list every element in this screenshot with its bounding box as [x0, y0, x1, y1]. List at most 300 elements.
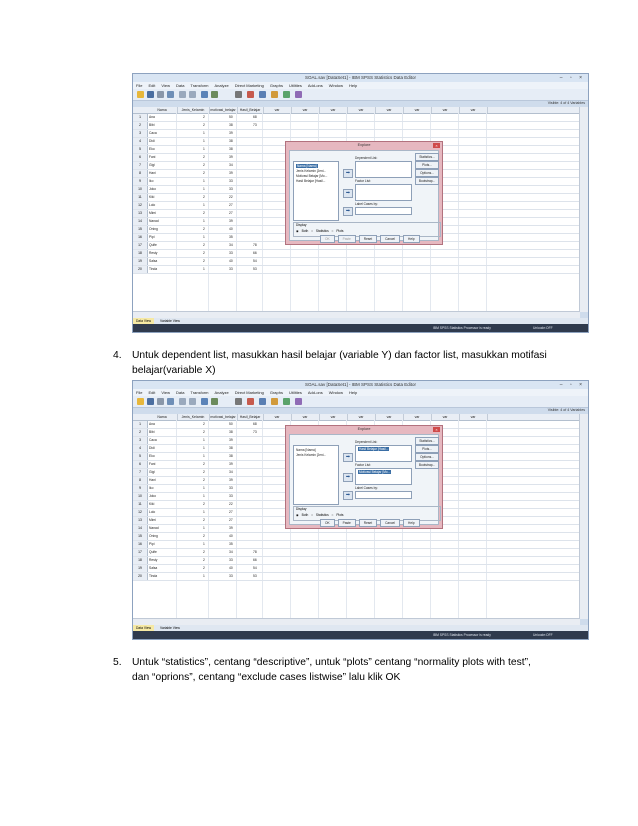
cell-hasil[interactable]: 53 — [253, 574, 257, 578]
cell-jenis-kelamin[interactable]: 2 — [203, 550, 205, 554]
column-header[interactable]: motivasi_belajar — [209, 107, 238, 113]
close-icon[interactable]: × — [433, 143, 440, 148]
cell-nama[interactable]: Resty — [149, 251, 158, 255]
cell-jenis-kelamin[interactable]: 1 — [203, 187, 205, 191]
cell-jenis-kelamin[interactable]: 1 — [203, 203, 205, 207]
cell-nama[interactable]: Tinda — [149, 574, 158, 578]
column-header[interactable]: var — [375, 107, 404, 113]
print-icon[interactable] — [157, 398, 164, 405]
list-item[interactable]: Motivasi Belajar [Mo... — [359, 470, 391, 474]
cell-nama[interactable]: Mimi — [149, 518, 156, 522]
cell-jenis-kelamin[interactable]: 1 — [203, 267, 205, 271]
menu-item[interactable]: File — [136, 83, 143, 88]
cell-motivasi[interactable]: 22 — [229, 502, 233, 506]
ok-button[interactable]: OK — [320, 235, 335, 243]
column-header[interactable]: var — [459, 414, 488, 420]
variables-icon[interactable] — [211, 91, 218, 98]
source-variable-list[interactable] — [293, 445, 339, 505]
column-header[interactable]: var — [319, 107, 348, 113]
undo-icon[interactable] — [179, 398, 186, 405]
cell-jenis-kelamin[interactable]: 2 — [203, 171, 205, 175]
cell-jenis-kelamin[interactable]: 1 — [203, 147, 205, 151]
menu-item[interactable]: Add-ons — [307, 83, 323, 88]
cell-jenis-kelamin[interactable]: 2 — [203, 502, 205, 506]
value-labels-icon[interactable] — [271, 91, 278, 98]
plots-button[interactable]: Plots... — [415, 445, 439, 453]
bootstrap-button[interactable]: Bootstrap... — [415, 177, 439, 185]
cell-hasil[interactable] — [253, 146, 263, 153]
find-icon[interactable] — [235, 398, 242, 405]
menu-item[interactable]: Window — [328, 390, 344, 395]
spell-icon[interactable] — [295, 398, 302, 405]
column-header[interactable]: var — [347, 414, 376, 420]
cell-motivasi[interactable]: 35 — [229, 542, 233, 546]
find-icon[interactable] — [235, 91, 242, 98]
tab-data-view[interactable]: Data View — [133, 625, 154, 631]
cell-hasil[interactable] — [253, 234, 263, 241]
column-header[interactable]: Nama — [147, 414, 178, 420]
table-row[interactable] — [133, 258, 580, 266]
cell-hasil[interactable]: 66 — [253, 251, 257, 255]
cell-nama[interactable]: Ana — [149, 422, 155, 426]
cell-hasil[interactable] — [253, 226, 263, 233]
table-row[interactable] — [133, 557, 580, 565]
menu-item[interactable]: Direct Marketing — [234, 83, 264, 88]
move-to-label-button[interactable]: ➡ — [343, 491, 353, 500]
cell-motivasi[interactable]: 39 — [229, 478, 233, 482]
cell-nama[interactable]: Caca — [149, 131, 157, 135]
cell-hasil[interactable]: 54 — [253, 566, 257, 570]
cell-hasil[interactable] — [253, 130, 263, 137]
cell-motivasi[interactable]: 33 — [229, 267, 233, 271]
cell-hasil[interactable] — [253, 154, 263, 161]
cell-nama[interactable]: Didi — [149, 446, 155, 450]
cell-jenis-kelamin[interactable]: 2 — [203, 195, 205, 199]
cell-hasil[interactable] — [253, 186, 263, 193]
cell-motivasi[interactable]: 38 — [229, 147, 233, 151]
cell-motivasi[interactable]: 38 — [229, 446, 233, 450]
cell-nama[interactable]: Salsa — [149, 259, 158, 263]
table-row[interactable] — [133, 122, 580, 130]
cell-hasil[interactable] — [253, 194, 263, 201]
menu-item[interactable]: Window — [328, 83, 344, 88]
cell-motivasi[interactable]: 27 — [229, 518, 233, 522]
cell-motivasi[interactable]: 40 — [229, 534, 233, 538]
ok-button[interactable]: OK — [320, 519, 335, 527]
cell-motivasi[interactable]: 34 — [229, 470, 233, 474]
reset-button[interactable]: Reset — [359, 235, 377, 243]
column-header[interactable]: Jenis_Kelamin — [177, 107, 210, 113]
cell-motivasi[interactable]: 39 — [229, 438, 233, 442]
cell-nama[interactable]: Iko — [149, 179, 154, 183]
cell-motivasi[interactable]: 33 — [229, 486, 233, 490]
menu-item[interactable]: Direct Marketing — [234, 390, 264, 395]
column-header[interactable]: var — [459, 107, 488, 113]
use-sets-icon[interactable] — [283, 91, 290, 98]
tab-data-view[interactable]: Data View — [133, 318, 154, 324]
cell-nama[interactable]: Caca — [149, 438, 157, 442]
cell-motivasi[interactable]: 34 — [229, 163, 233, 167]
move-to-factor-button[interactable]: ➡ — [343, 189, 353, 198]
insert-cases-icon[interactable] — [247, 398, 254, 405]
insert-cases-icon[interactable] — [247, 91, 254, 98]
redo-icon[interactable] — [189, 398, 196, 405]
reset-button[interactable]: Reset — [359, 519, 377, 527]
factor-list-box[interactable] — [355, 184, 412, 201]
column-header[interactable]: Hasil_Belajar — [237, 107, 264, 113]
cell-motivasi[interactable]: 27 — [229, 510, 233, 514]
cell-jenis-kelamin[interactable]: 1 — [203, 446, 205, 450]
source-variable-list[interactable] — [293, 161, 339, 221]
column-header[interactable]: var — [291, 107, 320, 113]
cell-nama[interactable]: Oning — [149, 534, 158, 538]
column-header[interactable]: Jenis_Kelamin — [177, 414, 210, 420]
redo-icon[interactable] — [189, 91, 196, 98]
cell-hasil[interactable] — [253, 453, 263, 460]
cell-motivasi[interactable]: 22 — [229, 195, 233, 199]
column-header[interactable]: var — [431, 414, 460, 420]
cell-hasil[interactable] — [253, 541, 263, 548]
close-icon[interactable]: × — [433, 427, 440, 432]
cell-hasil[interactable]: 73 — [253, 430, 257, 434]
value-labels-icon[interactable] — [271, 398, 278, 405]
cell-hasil[interactable]: 73 — [253, 123, 257, 127]
spell-icon[interactable] — [295, 91, 302, 98]
cell-jenis-kelamin[interactable]: 2 — [203, 518, 205, 522]
vertical-scrollbar[interactable] — [579, 414, 588, 619]
move-to-factor-button[interactable]: ➡ — [343, 473, 353, 482]
cell-nama[interactable]: Fani — [149, 462, 156, 466]
cell-hasil[interactable] — [253, 461, 263, 468]
cell-hasil[interactable] — [253, 445, 263, 452]
cell-hasil[interactable] — [253, 178, 263, 185]
list-item[interactable]: Motivasi Belajar [Mo... — [296, 174, 328, 178]
cell-nama[interactable]: Resty — [149, 558, 158, 562]
cell-hasil[interactable]: 53 — [253, 267, 257, 271]
cell-hasil[interactable] — [253, 517, 263, 524]
column-header[interactable]: var — [375, 414, 404, 420]
cell-nama[interactable]: Kiki — [149, 195, 155, 199]
cell-hasil[interactable] — [253, 170, 263, 177]
menu-item[interactable]: View — [161, 390, 170, 395]
cell-jenis-kelamin[interactable]: 2 — [203, 430, 205, 434]
factor-list-box[interactable] — [355, 468, 412, 485]
display-options[interactable]: ◉ Both ○ Statistics ○ Plots — [296, 513, 344, 517]
undo-icon[interactable] — [179, 91, 186, 98]
cell-nama[interactable]: Oning — [149, 227, 158, 231]
options-button[interactable]: Options... — [415, 453, 439, 461]
cell-jenis-kelamin[interactable]: 2 — [203, 558, 205, 562]
cell-motivasi[interactable]: 39 — [229, 526, 233, 530]
column-header[interactable]: var — [263, 414, 292, 420]
column-header[interactable]: var — [403, 107, 432, 113]
column-header[interactable]: motivasi_belajar — [209, 414, 238, 420]
cell-motivasi[interactable]: 33 — [229, 187, 233, 191]
cell-jenis-kelamin[interactable]: 1 — [203, 438, 205, 442]
cell-motivasi[interactable]: 40 — [229, 227, 233, 231]
statistics-button[interactable]: Statistics... — [415, 153, 439, 161]
column-header[interactable]: var — [319, 414, 348, 420]
cell-nama[interactable]: Nanad — [149, 219, 159, 223]
column-header[interactable]: var — [263, 107, 292, 113]
tab-variable-view[interactable]: Variable View — [160, 319, 180, 323]
column-header[interactable]: var — [347, 107, 376, 113]
cell-motivasi[interactable]: 39 — [229, 171, 233, 175]
cell-jenis-kelamin[interactable]: 1 — [203, 235, 205, 239]
use-sets-icon[interactable] — [283, 398, 290, 405]
table-row[interactable] — [133, 114, 580, 122]
cell-nama[interactable]: Bibi — [149, 430, 155, 434]
table-row[interactable] — [133, 130, 580, 138]
cell-motivasi[interactable]: 50 — [229, 115, 233, 119]
cell-motivasi[interactable]: 35 — [229, 235, 233, 239]
cell-motivasi[interactable]: 38 — [229, 430, 233, 434]
cell-hasil[interactable]: 78 — [253, 243, 257, 247]
table-row[interactable] — [133, 565, 580, 573]
tab-variable-view[interactable]: Variable View — [160, 626, 180, 630]
print-icon[interactable] — [157, 91, 164, 98]
cell-jenis-kelamin[interactable]: 2 — [203, 251, 205, 255]
column-header[interactable]: var — [431, 107, 460, 113]
menu-item[interactable]: View — [161, 83, 170, 88]
goto-case-icon[interactable] — [201, 398, 208, 405]
cell-motivasi[interactable]: 38 — [229, 139, 233, 143]
cell-nama[interactable]: Hani — [149, 478, 156, 482]
cell-jenis-kelamin[interactable]: 2 — [203, 155, 205, 159]
table-row[interactable] — [133, 250, 580, 258]
list-item[interactable]: Hasil Belajar [Hasil... — [296, 179, 326, 183]
cell-nama[interactable]: Salsa — [149, 566, 158, 570]
open-icon[interactable] — [137, 398, 144, 405]
cell-nama[interactable]: Lolo — [149, 510, 156, 514]
table-row[interactable] — [133, 533, 580, 541]
cell-hasil[interactable] — [253, 218, 263, 225]
menu-item[interactable]: File — [136, 390, 143, 395]
horizontal-scrollbar[interactable] — [133, 311, 580, 318]
cell-jenis-kelamin[interactable]: 1 — [203, 542, 205, 546]
cell-motivasi[interactable]: 34 — [229, 243, 233, 247]
cell-motivasi[interactable]: 40 — [229, 259, 233, 263]
cell-hasil[interactable]: 66 — [253, 558, 257, 562]
cell-jenis-kelamin[interactable]: 1 — [203, 574, 205, 578]
move-to-label-button[interactable]: ➡ — [343, 207, 353, 216]
cell-jenis-kelamin[interactable]: 1 — [203, 219, 205, 223]
cell-motivasi[interactable]: 39 — [229, 155, 233, 159]
column-header[interactable]: Nama — [147, 107, 178, 113]
cell-hasil[interactable] — [253, 469, 263, 476]
list-item[interactable]: Nama [Nama] — [297, 164, 317, 168]
window-controls[interactable]: – ▫ × — [559, 75, 585, 81]
cell-hasil[interactable]: 78 — [253, 550, 257, 554]
cell-hasil[interactable]: 68 — [253, 115, 257, 119]
cell-hasil[interactable] — [253, 509, 263, 516]
cell-nama[interactable]: Bibi — [149, 123, 155, 127]
cell-jenis-kelamin[interactable]: 1 — [203, 526, 205, 530]
cell-jenis-kelamin[interactable]: 2 — [203, 123, 205, 127]
cell-jenis-kelamin[interactable]: 2 — [203, 566, 205, 570]
help-button[interactable]: Help — [403, 235, 420, 243]
cell-hasil[interactable] — [253, 477, 263, 484]
cell-motivasi[interactable]: 33 — [229, 494, 233, 498]
menu-item[interactable]: Transform — [190, 390, 209, 395]
split-file-icon[interactable] — [259, 398, 266, 405]
menu-item[interactable]: Analyze — [214, 83, 229, 88]
plots-button[interactable]: Plots... — [415, 161, 439, 169]
cell-hasil[interactable] — [253, 138, 263, 145]
cell-motivasi[interactable]: 33 — [229, 251, 233, 255]
move-to-dependent-button[interactable]: ➡ — [343, 169, 353, 178]
cell-motivasi[interactable]: 39 — [229, 462, 233, 466]
cell-hasil[interactable] — [253, 493, 263, 500]
cancel-button[interactable]: Cancel — [380, 519, 400, 527]
column-header[interactable]: Hasil_Belajar — [237, 414, 264, 420]
cell-motivasi[interactable]: 34 — [229, 550, 233, 554]
cell-motivasi[interactable]: 38 — [229, 123, 233, 127]
list-item[interactable]: Hasil Belajar [Hasil... — [359, 447, 389, 451]
variables-icon[interactable] — [211, 398, 218, 405]
cell-motivasi[interactable]: 39 — [229, 219, 233, 223]
cell-hasil[interactable] — [253, 533, 263, 540]
cell-jenis-kelamin[interactable]: 1 — [203, 179, 205, 183]
cell-nama[interactable]: Iko — [149, 486, 154, 490]
cell-nama[interactable]: Pipi — [149, 235, 155, 239]
split-file-icon[interactable] — [259, 91, 266, 98]
cell-nama[interactable]: Didi — [149, 139, 155, 143]
move-to-dependent-button[interactable]: ➡ — [343, 453, 353, 462]
horizontal-scrollbar[interactable] — [133, 618, 580, 625]
cell-nama[interactable]: Eko — [149, 454, 155, 458]
vertical-scrollbar[interactable] — [579, 107, 588, 312]
cell-jenis-kelamin[interactable]: 2 — [203, 243, 205, 247]
cell-nama[interactable]: Pipi — [149, 542, 155, 546]
table-row[interactable] — [133, 573, 580, 581]
cell-motivasi[interactable]: 40 — [229, 566, 233, 570]
cell-nama[interactable]: Qulfe — [149, 243, 157, 247]
list-item[interactable]: Jenis Kelamin [Jeni... — [296, 453, 327, 457]
cell-nama[interactable]: Ana — [149, 115, 155, 119]
cell-motivasi[interactable]: 38 — [229, 454, 233, 458]
cell-nama[interactable]: Gigi — [149, 163, 155, 167]
cell-hasil[interactable]: 68 — [253, 422, 257, 426]
cell-hasil[interactable] — [253, 202, 263, 209]
menu-item[interactable]: Utilities — [288, 390, 302, 395]
cell-jenis-kelamin[interactable]: 1 — [203, 139, 205, 143]
save-icon[interactable] — [147, 91, 154, 98]
list-item[interactable]: Jenis Kelamin [Jeni... — [296, 169, 327, 173]
menu-item[interactable]: Utilities — [288, 83, 302, 88]
cell-hasil[interactable] — [253, 437, 263, 444]
window-controls[interactable]: – ▫ × — [559, 382, 585, 388]
menu-item[interactable]: Graphs — [269, 83, 283, 88]
cell-nama[interactable]: Qulfe — [149, 550, 157, 554]
cell-motivasi[interactable]: 50 — [229, 422, 233, 426]
cell-nama[interactable]: Lolo — [149, 203, 156, 207]
cell-nama[interactable]: Gigi — [149, 470, 155, 474]
menu-item[interactable]: Graphs — [269, 390, 283, 395]
paste-button[interactable]: Paste — [338, 235, 356, 243]
cell-jenis-kelamin[interactable]: 1 — [203, 486, 205, 490]
menu-item[interactable]: Help — [349, 83, 358, 88]
cell-nama[interactable]: Joko — [149, 494, 156, 498]
menu-item[interactable]: Add-ons — [307, 390, 323, 395]
cell-jenis-kelamin[interactable]: 2 — [203, 211, 205, 215]
cell-jenis-kelamin[interactable]: 1 — [203, 494, 205, 498]
cell-jenis-kelamin[interactable]: 1 — [203, 454, 205, 458]
dependent-list-box[interactable] — [355, 161, 412, 178]
dependent-list-box[interactable] — [355, 445, 412, 462]
table-row[interactable] — [133, 541, 580, 549]
cell-jenis-kelamin[interactable]: 2 — [203, 462, 205, 466]
save-icon[interactable] — [147, 398, 154, 405]
menu-item[interactable]: Data — [175, 390, 185, 395]
cell-motivasi[interactable]: 33 — [229, 558, 233, 562]
display-options[interactable]: ◉ Both ○ Statistics ○ Plots — [296, 229, 344, 233]
cell-motivasi[interactable]: 33 — [229, 179, 233, 183]
menu-item[interactable]: Transform — [190, 83, 209, 88]
cell-jenis-kelamin[interactable]: 2 — [203, 422, 205, 426]
bootstrap-button[interactable]: Bootstrap... — [415, 461, 439, 469]
cell-nama[interactable]: Eko — [149, 147, 155, 151]
menu-item[interactable]: Help — [349, 390, 358, 395]
cell-nama[interactable]: Mimi — [149, 211, 156, 215]
label-cases-box[interactable] — [355, 207, 412, 215]
cell-motivasi[interactable]: 39 — [229, 131, 233, 135]
cell-jenis-kelamin[interactable]: 2 — [203, 227, 205, 231]
cancel-button[interactable]: Cancel — [380, 235, 400, 243]
cell-jenis-kelamin[interactable]: 2 — [203, 534, 205, 538]
cell-nama[interactable]: Joko — [149, 187, 156, 191]
cell-motivasi[interactable]: 27 — [229, 203, 233, 207]
open-icon[interactable] — [137, 91, 144, 98]
paste-button[interactable]: Paste — [338, 519, 356, 527]
table-row[interactable] — [133, 266, 580, 274]
cell-motivasi[interactable]: 33 — [229, 574, 233, 578]
cell-jenis-kelamin[interactable]: 2 — [203, 470, 205, 474]
cell-jenis-kelamin[interactable]: 2 — [203, 259, 205, 263]
list-item[interactable]: Nama [Nama] — [296, 448, 316, 452]
cell-jenis-kelamin[interactable]: 1 — [203, 131, 205, 135]
column-header[interactable]: var — [403, 414, 432, 420]
cell-nama[interactable]: Fani — [149, 155, 156, 159]
cell-hasil[interactable] — [253, 162, 263, 169]
cell-hasil[interactable] — [253, 525, 263, 532]
cell-nama[interactable]: Kiki — [149, 502, 155, 506]
cell-motivasi[interactable]: 27 — [229, 211, 233, 215]
cell-jenis-kelamin[interactable]: 1 — [203, 510, 205, 514]
menu-item[interactable]: Analyze — [214, 390, 229, 395]
cell-hasil[interactable] — [253, 210, 263, 217]
cell-hasil[interactable] — [253, 485, 263, 492]
cell-nama[interactable]: Nanad — [149, 526, 159, 530]
menu-item[interactable]: Data — [175, 83, 185, 88]
cell-jenis-kelamin[interactable]: 2 — [203, 115, 205, 119]
dialog-recall-icon[interactable] — [167, 398, 174, 405]
help-button[interactable]: Help — [403, 519, 420, 527]
cell-nama[interactable]: Hani — [149, 171, 156, 175]
cell-hasil[interactable]: 54 — [253, 259, 257, 263]
cell-nama[interactable]: Tinda — [149, 267, 158, 271]
dialog-recall-icon[interactable] — [167, 91, 174, 98]
column-header[interactable]: var — [291, 414, 320, 420]
options-button[interactable]: Options... — [415, 169, 439, 177]
cell-jenis-kelamin[interactable]: 2 — [203, 478, 205, 482]
label-cases-box[interactable] — [355, 491, 412, 499]
statistics-button[interactable]: Statistics... — [415, 437, 439, 445]
menu-item[interactable]: Edit — [148, 390, 156, 395]
cell-jenis-kelamin[interactable]: 2 — [203, 163, 205, 167]
cell-hasil[interactable] — [253, 501, 263, 508]
table-row[interactable] — [133, 549, 580, 557]
